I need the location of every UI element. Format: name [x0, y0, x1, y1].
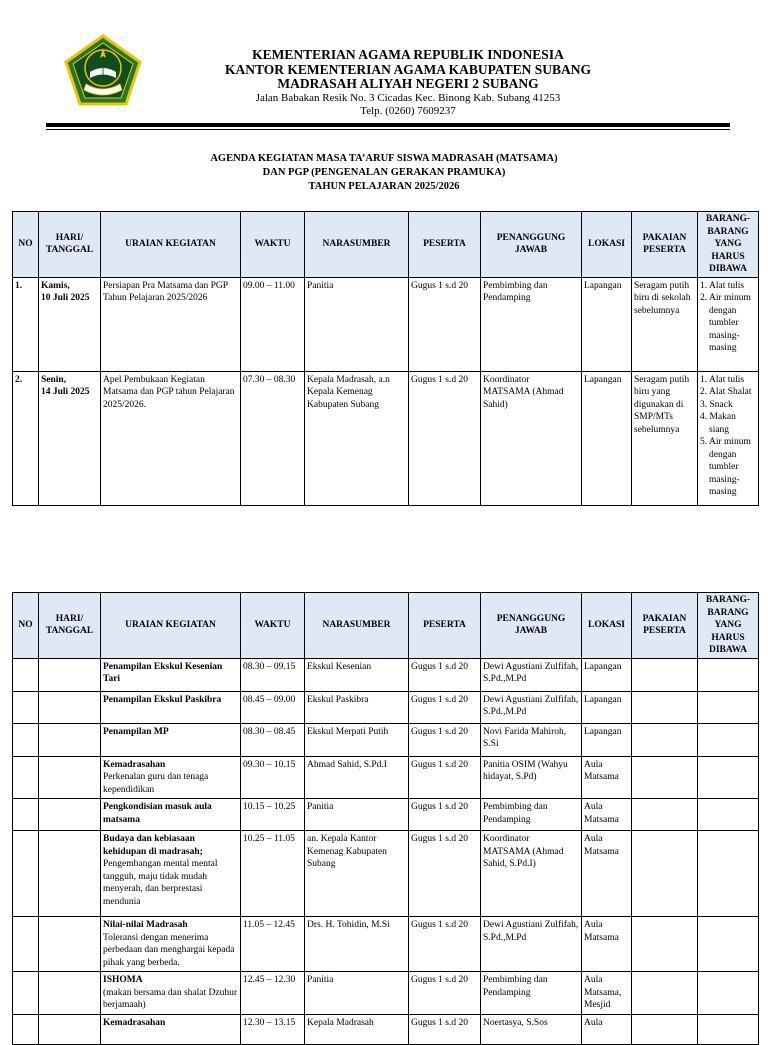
activity-title: Penampilan Ekskul Paskibra — [103, 694, 222, 705]
col-activity: URAIAN KEGIATAN — [101, 212, 241, 278]
row-time: 09.00 – 11.00 — [241, 277, 305, 371]
col-location: LOKASI — [582, 593, 632, 659]
row-activity — [101, 1014, 241, 1044]
activity-title: ISHOMA — [103, 975, 143, 985]
row-attire — [632, 831, 698, 917]
row-attire: Seragam putih biru yang digunakan di SMP/MTs sebelumnya — [632, 371, 698, 505]
row-attire: Seragam putih biru di sekolah sebelumnya — [632, 277, 698, 371]
school-phone: Telp. (0260) 7609237 — [360, 104, 456, 117]
row-attire — [632, 756, 698, 799]
row-time: 08.30 – 08.45 — [241, 723, 305, 756]
row-speaker: Ekskul Kesenian — [305, 658, 409, 691]
table-header-row — [13, 593, 759, 659]
row-day-date — [39, 831, 101, 917]
row-participants: Gugus 1 s.d 20 — [409, 831, 481, 917]
row-activity — [101, 799, 241, 831]
row-participants: Gugus 1 s.d 20 — [409, 1014, 481, 1044]
letterhead-rule-thin — [46, 129, 730, 130]
row-time: 12.45 – 12.30 — [241, 972, 305, 1015]
row-speaker: Kepala Madrasah — [305, 1014, 409, 1044]
ministry-name: KEMENTERIAN AGAMA REPUBLIK INDONESIA — [252, 47, 564, 62]
list-item: 3. Snack — [700, 399, 733, 410]
row-pic: Pembimbing dan Pendamping — [481, 277, 582, 371]
row-attire — [632, 917, 698, 972]
activity-title: Budaya dan kebiasaan kehidupan di madrasah; — [103, 834, 203, 857]
row-day-date — [39, 658, 101, 691]
activity-description: Perkenalan guru dan tenaga kependidikan — [103, 772, 209, 795]
row-items — [698, 277, 759, 371]
row-pic: Dewi Agustiani Zulfifah, S.Pd.,M.Pd — [481, 917, 582, 972]
col-pic: PENANGGUNG JAWAB — [481, 593, 582, 659]
row-participants: Gugus 1 s.d 20 — [409, 658, 481, 691]
row-day-date — [39, 756, 101, 799]
row-no — [13, 723, 39, 756]
row-speaker: Panitia — [305, 799, 409, 831]
table-row — [13, 658, 759, 691]
school-address: Jalan Babakan Resik No. 3 Cicadas Kec. Binong Kab. Subang 41253 — [255, 91, 561, 104]
activity-description: (makan bersama dan shalat Dzuhur berjamaah) — [103, 987, 238, 1010]
row-speaker: Panitia — [305, 972, 409, 1015]
col-participants: PESERTA — [409, 212, 481, 278]
row-pic: Koordinator MATSAMA (Ahmad Sahid, S.Pd.I) — [481, 831, 582, 917]
row-participants: Gugus 1 s.d 20 — [409, 691, 481, 723]
row-activity — [101, 658, 241, 691]
row-location: Lapangan — [582, 723, 632, 756]
row-location: Aula Matsama — [582, 917, 632, 972]
activity-title: Kemadrasahan — [103, 1017, 166, 1028]
row-no — [13, 831, 39, 917]
row-pic: Novi Farida Mahiroh, S.Si — [481, 723, 582, 756]
row-participants: Gugus 1 s.d 20 — [409, 723, 481, 756]
table-row — [13, 756, 759, 799]
document-title — [120, 152, 648, 194]
col-activity: URAIAN KEGIATAN — [101, 593, 241, 659]
activity-description: Pengembangan mental mental tangguh, maju tidak mudah menyerah, dan berprestasi mendunia — [103, 859, 218, 907]
col-speaker: NARASUMBER — [305, 593, 409, 659]
row-pic: Pembimbing dan Pendamping — [481, 972, 582, 1015]
row-day-date: Kamis, 10 Juli 2025 — [39, 277, 101, 371]
office-name: KANTOR KEMENTERIAN AGAMA KABUPATEN SUBANG — [224, 61, 592, 77]
row-items — [698, 658, 759, 691]
col-attire: PAKAIAN PESERTA — [632, 212, 698, 278]
table-row — [13, 371, 759, 505]
row-location: Lapangan — [582, 371, 632, 505]
row-time: 09.30 – 10.15 — [241, 756, 305, 799]
row-no: 2. — [13, 371, 39, 505]
row-day-date — [39, 972, 101, 1015]
row-attire — [632, 1014, 698, 1044]
agenda-table-2 — [12, 592, 759, 1045]
row-activity — [101, 972, 241, 1015]
row-location: Lapangan — [582, 691, 632, 723]
row-attire — [632, 799, 698, 831]
row-no — [13, 756, 39, 799]
row-speaker: Ahmad Sahid, S.Pd.I — [305, 756, 409, 799]
list-item: 1. Alat tulis — [700, 374, 745, 385]
row-day-date — [39, 799, 101, 831]
col-no: NO — [13, 212, 39, 278]
row-time: 10.25 – 11.05 — [241, 831, 305, 917]
row-participants: Gugus 1 s.d 20 — [409, 917, 481, 972]
table-row — [13, 799, 759, 831]
row-day-date — [39, 691, 101, 723]
activity-title: Nilai-nilai Madrasah — [103, 920, 188, 930]
row-pic: Dewi Agustiani Zulfifah, S.Pd.,M.Pd — [481, 658, 582, 691]
letterhead-rule-thick — [46, 123, 730, 127]
row-participants: Gugus 1 s.d 20 — [409, 756, 481, 799]
kemenag-logo-icon — [64, 34, 142, 106]
school-name: MADRASAH ALIYAH NEGERI 2 SUBANG — [277, 76, 539, 91]
row-activity — [101, 917, 241, 972]
row-items — [698, 831, 759, 917]
row-location: Aula Matsama — [582, 799, 632, 831]
activity-title: Penampilan Ekskul Kesenian Tari — [103, 661, 223, 684]
table-row — [13, 691, 759, 723]
row-no: 1. — [13, 277, 39, 371]
row-time: 11.05 – 12.45 — [241, 917, 305, 972]
col-participants: PESERTA — [409, 593, 481, 659]
row-activity — [101, 756, 241, 799]
row-day-date — [39, 723, 101, 756]
row-speaker: Ekskul Merpati Putih — [305, 723, 409, 756]
activity-title: Kemadrasahan — [103, 759, 166, 770]
agenda-table-1 — [12, 211, 759, 506]
col-time: WAKTU — [241, 212, 305, 278]
row-activity: Persiapan Pra Matsama dan PGP Tahun Pelajaran 2025/2026 — [101, 277, 241, 371]
col-items: BARANG-BARANG YANG HARUS DIBAWA — [698, 593, 759, 659]
row-participants: Gugus 1 s.d 20 — [409, 277, 481, 371]
letterhead-text — [180, 48, 636, 118]
list-item: 2. Alat Shalat — [700, 387, 752, 397]
table-row — [13, 831, 759, 917]
row-location: Aula — [582, 1014, 632, 1044]
row-items — [698, 972, 759, 1015]
table-header-row — [13, 212, 759, 278]
row-location: Aula Matsama, Mesjid — [582, 972, 632, 1015]
row-location: Lapangan — [582, 658, 632, 691]
table-row — [13, 1014, 759, 1044]
row-speaker: Ekskul Paskibra — [305, 691, 409, 723]
activity-title: Pengkondisian masuk aula matsama — [103, 802, 212, 825]
row-time: 10.15 – 10.25 — [241, 799, 305, 831]
row-activity — [101, 691, 241, 723]
row-speaker: Panitia — [305, 277, 409, 371]
row-no — [13, 1014, 39, 1044]
row-pic: Pembimbing dan Pendamping — [481, 799, 582, 831]
row-pic: Koordinator MATSAMA (Ahmad Sahid) — [481, 371, 582, 505]
col-items: BARANG-BARANG YANG HARUS DIBAWA — [698, 212, 759, 278]
col-time: WAKTU — [241, 593, 305, 659]
row-items — [698, 691, 759, 723]
row-activity — [101, 723, 241, 756]
table-row — [13, 723, 759, 756]
row-items — [698, 371, 759, 505]
table-row — [13, 972, 759, 1015]
col-day-date: HARI/ TANGGAL — [39, 212, 101, 278]
row-no — [13, 972, 39, 1015]
col-pic: PENANGGUNG JAWAB — [481, 212, 582, 278]
row-speaker: Kepala Madrasah, a.n Kepala Kemenag Kabupaten Subang — [305, 371, 409, 505]
title-line-2: DAN PGP (PENGENALAN GERAKAN PRAMUKA) — [262, 167, 506, 178]
row-speaker: an. Kepala Kantor Kemenag Kabupaten Subang — [305, 831, 409, 917]
row-items — [698, 756, 759, 799]
row-pic: Dewi Agustiani Zulfifah, S.Pd.,M.Pd — [481, 691, 582, 723]
row-day-date: Senin, 14 Juli 2025 — [39, 371, 101, 505]
activity-description: Toleransi dengan menerima perbedaan dan menghargai kepada pihak yang berbeda. — [103, 932, 235, 968]
row-location: Aula Matsama — [582, 831, 632, 917]
row-time: 12.30 – 13.15 — [241, 1014, 305, 1044]
title-line-3: TAHUN PELAJARAN 2025/2026 — [308, 181, 460, 192]
row-location: Aula Matsama — [582, 756, 632, 799]
row-attire — [632, 658, 698, 691]
table-row — [13, 917, 759, 972]
row-activity: Apel Pembukaan Kegiatan Matsama dan PGP tahun Pelajaran 2025/2026. — [101, 371, 241, 505]
row-time: 07.30 – 08.30 — [241, 371, 305, 505]
list-item: 2. Air minum dengan tumbler masing-masing — [700, 293, 751, 353]
table-row — [13, 277, 759, 371]
row-items — [698, 1014, 759, 1044]
row-items — [698, 917, 759, 972]
row-no — [13, 691, 39, 723]
row-no — [13, 658, 39, 691]
row-participants: Gugus 1 s.d 20 — [409, 972, 481, 1015]
row-speaker: Drs. H. Tohidin, M.Si — [305, 917, 409, 972]
row-items — [698, 799, 759, 831]
row-time: 08.30 – 09.15 — [241, 658, 305, 691]
col-speaker: NARASUMBER — [305, 212, 409, 278]
list-item: 1. Alat tulis — [700, 280, 745, 291]
row-participants: Gugus 1 s.d 20 — [409, 799, 481, 831]
row-participants: Gugus 1 s.d 20 — [409, 371, 481, 505]
row-time: 08.45 – 09.00 — [241, 691, 305, 723]
row-no — [13, 917, 39, 972]
row-pic: Noertasya, S.Sos — [481, 1014, 582, 1044]
row-day-date — [39, 1014, 101, 1044]
col-no: NO — [13, 593, 39, 659]
row-no — [13, 799, 39, 831]
row-day-date — [39, 917, 101, 972]
letterhead — [0, 0, 768, 130]
row-attire — [632, 723, 698, 756]
row-attire — [632, 691, 698, 723]
col-day-date: HARI/ TANGGAL — [39, 593, 101, 659]
row-pic: Panitia OSIM (Wahyu hidayat, S.Pd) — [481, 756, 582, 799]
title-line-1: AGENDA KEGIATAN MASA TA’ARUF SISWA MADRASAH (MATSAMA) — [210, 153, 558, 164]
list-item: 5. Air minum dengan tumbler masing-masing — [700, 437, 751, 497]
activity-title: Penampilan MP — [103, 726, 169, 737]
row-attire — [632, 972, 698, 1015]
row-location: Lapangan — [582, 277, 632, 371]
row-items — [698, 723, 759, 756]
list-item: 4. Makan siang — [700, 412, 736, 435]
row-activity — [101, 831, 241, 917]
col-location: LOKASI — [582, 212, 632, 278]
col-attire: PAKAIAN PESERTA — [632, 593, 698, 659]
